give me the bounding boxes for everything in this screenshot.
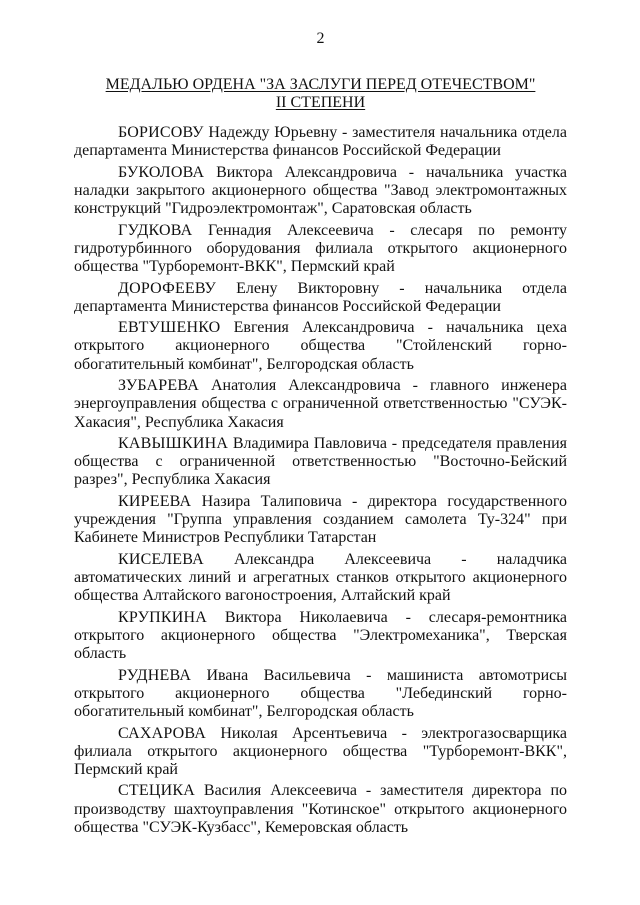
recipient-entry xyxy=(74,493,567,548)
recipient-entry xyxy=(74,782,567,837)
recipient-description: Анатолия Александровича - главного инженера энергоуправления общества с ограниченной ответственностью "СУЭК-Хакасия", Республика Хакасия xyxy=(74,377,567,431)
recipient-description: Надежду Юрьевну - заместителя начальника отдела департамента Министерства финансов Российской Федерации xyxy=(74,124,567,160)
award-heading xyxy=(74,76,567,112)
recipient-entry xyxy=(74,667,567,722)
recipient-surname: КИСЕЛЕВА xyxy=(118,550,204,568)
recipient-surname: БОРИСОВУ xyxy=(118,124,204,141)
recipient-entry xyxy=(74,222,567,277)
recipient-surname: САХАРОВА xyxy=(118,724,207,742)
recipient-entry xyxy=(74,435,567,490)
recipient-surname: ДОРОФЕЕВУ xyxy=(118,279,217,297)
recipient-entry xyxy=(74,319,567,374)
recipient-surname: КАВЫШКИНА xyxy=(118,435,229,453)
recipient-description: Александра Алексеевича - наладчика автоматических линий и агрегатных станков открытого акционерного общества Алтайского вагоностроения, Алтайский край xyxy=(74,550,567,605)
recipient-surname: КРУПКИНА xyxy=(118,608,207,626)
recipient-entry xyxy=(74,725,567,780)
recipient-description: Василия Алексеевича - заместителя директора по производству шахтоуправления "Котинское" открытого акционерного общества "СУЭК-Кузбасс", Кемеровская область xyxy=(74,782,567,836)
award-recipients-list xyxy=(74,124,567,840)
page-number: 2 xyxy=(316,30,325,47)
recipient-description: Назира Талиповича - директора государственного учреждения "Группа управления созданием самолета Ту-324" при Кабинете Министров Республики Татарстан xyxy=(74,492,568,547)
recipient-description: Ивана Васильевича - машиниста автомотрисы открытого акционерного общества "Лебединский горно-обогатительный комбинат", Белгородская область xyxy=(74,666,568,721)
recipient-entry xyxy=(74,280,567,316)
recipient-description: Геннадия Алексеевича - слесаря по ремонту гидротурбинного оборудования филиала открытого акционерного общества "Турборемонт-ВКК", Пермский край xyxy=(74,221,567,276)
recipient-entry xyxy=(74,124,567,160)
recipient-description: Виктора Александровича - начальника участка наладки закрытого акционерного общества "Завод электромонтажных конструкций "Гидроэлектромонтаж", Саратовская область xyxy=(74,163,568,218)
recipient-surname: КИРЕЕВА xyxy=(118,492,192,510)
recipient-description: Виктора Николаевича - слесаря-ремонтника открытого акционерного общества "Электромеханика", Тверская область xyxy=(74,608,568,663)
recipient-entry xyxy=(74,551,567,606)
recipient-entry xyxy=(74,609,567,664)
recipient-description: Николая Арсентьевича - электрогазосварщика филиала открытого акционерного общества "Турборемонт-ВКК", Пермский край xyxy=(74,724,568,778)
recipient-description: Владимира Павловича - председателя правления общества с ограниченной ответственностью "Восточно-Бейский разрез", Республика Хакасия xyxy=(74,435,568,489)
recipient-description: Елену Викторовну - начальника отдела департамента Министерства финансов Российской Федерации xyxy=(74,279,567,315)
recipient-surname: БУКОЛОВА xyxy=(118,163,205,181)
recipient-entry xyxy=(74,377,567,432)
recipient-surname: ЕВТУШЕНКО xyxy=(118,319,221,337)
recipient-surname: РУДНЕВА xyxy=(118,666,192,684)
recipient-surname: ЗУБАРЕВА xyxy=(118,377,199,395)
recipient-surname: ГУДКОВА xyxy=(118,221,193,239)
recipient-description: Евгения Александровича - начальника цеха открытого акционерного общества "Стойленский горно-обогатительный комбинат", Белгородская область xyxy=(74,319,568,373)
recipient-entry xyxy=(74,164,567,219)
recipient-surname: СТЕЦИКА xyxy=(118,782,195,800)
award-heading-line-2: II СТЕПЕНИ xyxy=(275,94,366,111)
award-heading-line-1: МЕДАЛЬЮ ОРДЕНА "ЗА ЗАСЛУГИ ПЕРЕД ОТЕЧЕСТВОМ" xyxy=(105,76,536,93)
